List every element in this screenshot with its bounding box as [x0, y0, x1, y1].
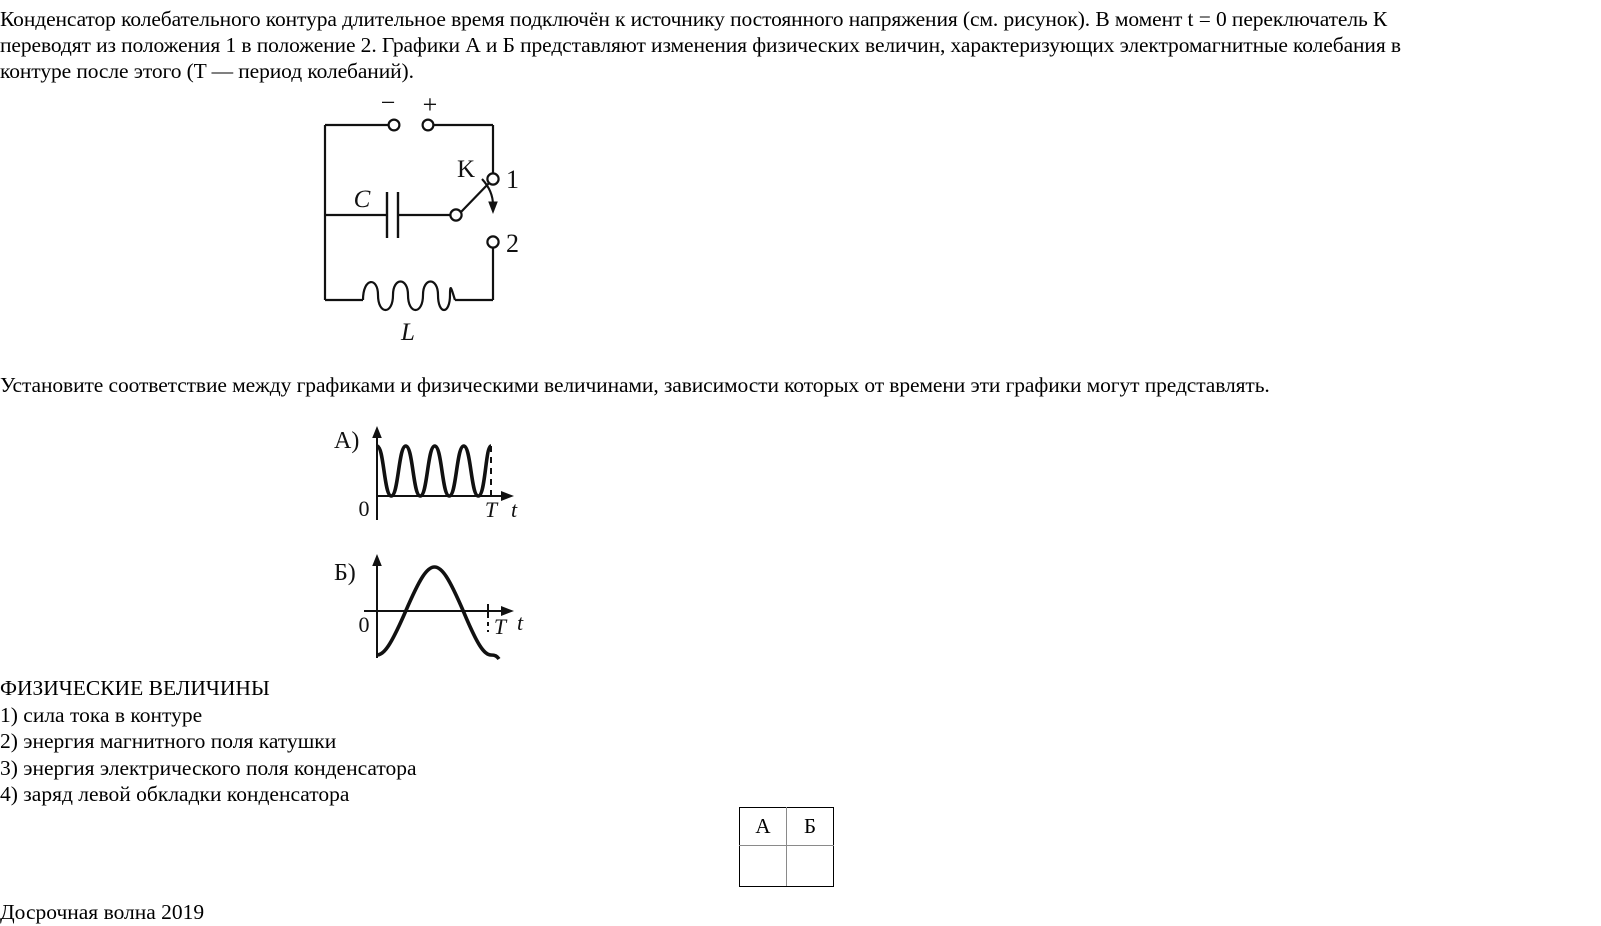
graph-b-curve — [377, 567, 499, 659]
circuit-diagram — [300, 88, 580, 346]
quantity-item-2: 2) энергия магнитного поля катушки — [0, 729, 337, 753]
graph-a-origin-label: 0 — [358, 496, 370, 521]
graph-b-svg — [320, 540, 560, 665]
intro-line-1: Конденсатор колебательного контура длительное время подключён к источнику постоянного напряжения (см. рисунок). В момент t = 0 переключатель К — [0, 7, 1388, 31]
graph-b-axis-label: t — [516, 610, 524, 635]
graph-b — [320, 540, 560, 665]
graph-a-curve — [377, 446, 491, 496]
quantity-item-3: 3) энергия электрического поля конденсатора — [0, 755, 417, 780]
position-1-label: 1 — [506, 165, 519, 194]
intro-line-3: контуре после этого (T — период колебаний). — [0, 59, 414, 83]
switch-label: K — [456, 156, 476, 183]
graph-b-y-axis-arrowhead-icon — [372, 554, 382, 566]
graph-a — [320, 420, 560, 530]
graph-b-origin-label: 0 — [358, 612, 370, 637]
switch-pivot-node-icon — [450, 209, 461, 220]
minus-terminal-label: − — [380, 88, 396, 117]
intro-paragraph — [0, 6, 1601, 84]
physical-quantities-section — [0, 675, 417, 808]
inductor-coil-icon — [363, 282, 455, 311]
graph-a-period-label: T — [484, 497, 498, 522]
quantity-item-1: 1) сила тока в контуре — [0, 702, 203, 727]
answer-header-b: Б — [787, 808, 834, 846]
minus-terminal-node-icon — [389, 120, 400, 131]
position-2-node-icon — [487, 236, 498, 247]
plus-terminal-node-icon — [423, 120, 434, 131]
answer-header-a: А — [740, 808, 787, 846]
intro-line-2: переводят из положения 1 в положение 2. Графики А и Б представляют изменения физических величин, характеризующих электромагнитные колебания в — [0, 33, 1401, 57]
graph-b-label: Б) — [334, 560, 356, 586]
answer-table — [739, 807, 834, 887]
answer-table-header-row — [740, 808, 834, 846]
switch-motion-arrowhead-icon — [488, 202, 498, 215]
position-1-node-icon — [487, 173, 498, 184]
graph-a-label: А) — [334, 428, 360, 454]
graph-a-y-axis-arrowhead-icon — [372, 426, 382, 438]
capacitor-label: C — [353, 186, 371, 213]
instruction-text: Установите соответствие между графиками и физическими величинами, зависимости которых от времени эти графики могут представлять. — [0, 373, 1270, 397]
position-2-label: 2 — [506, 229, 519, 258]
graph-a-axis-label: t — [510, 497, 518, 522]
answer-table-input-row — [740, 846, 834, 887]
source-footer: Досрочная волна 2019 — [0, 900, 205, 924]
answer-cell-a[interactable] — [740, 846, 787, 887]
graph-b-period-label: T — [493, 614, 507, 639]
circuit-svg — [300, 88, 580, 346]
inductor-label: L — [401, 319, 415, 346]
plus-terminal-label: + — [422, 90, 438, 119]
physical-quantities-title: ФИЗИЧЕСКИЕ ВЕЛИЧИНЫ — [0, 676, 270, 700]
answer-cell-b[interactable] — [787, 846, 834, 887]
quantity-item-4: 4) заряд левой обкладки конденсатора — [0, 782, 350, 806]
graph-a-svg — [320, 420, 560, 530]
